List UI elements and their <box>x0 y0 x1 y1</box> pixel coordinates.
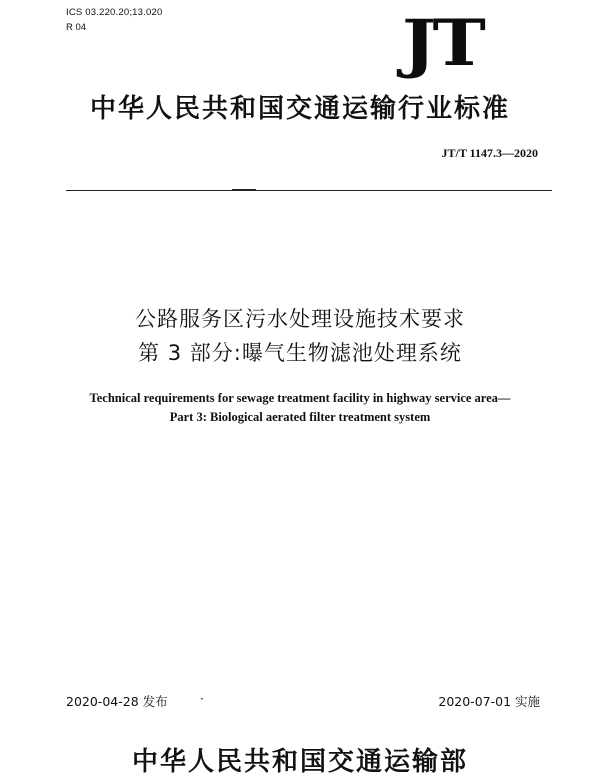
divider-accent <box>232 189 256 191</box>
issue-date: 2020-04-28 发布 <box>66 694 168 709</box>
footer-separator: · <box>200 692 204 706</box>
publisher-name: 中华人民共和国交通运输部 <box>131 747 468 777</box>
english-title-line-1: Technical requirements for sewage treatment facility in highway service area— <box>89 391 511 405</box>
jt-logo: JT <box>402 6 483 81</box>
standard-number: JT/T 1147.3—2020 <box>441 146 538 160</box>
english-title-line-2: Part 3: Biological aerated filter treatment system <box>169 410 431 424</box>
chinese-title-line-2: 第 3 部分:曝气生物滤池处理系统 <box>138 341 462 365</box>
implementation-date: 2020-07-01 实施 <box>438 694 540 709</box>
chinese-title-line-1: 公路服务区污水处理设施技术要求 <box>135 307 465 331</box>
organization-title: 中华人民共和国交通运输行业标准 <box>89 94 510 124</box>
header-divider <box>66 190 552 191</box>
ics-code: ICS 03.220.20;13.020 <box>66 7 163 18</box>
classification-code: R 04 <box>66 22 87 33</box>
